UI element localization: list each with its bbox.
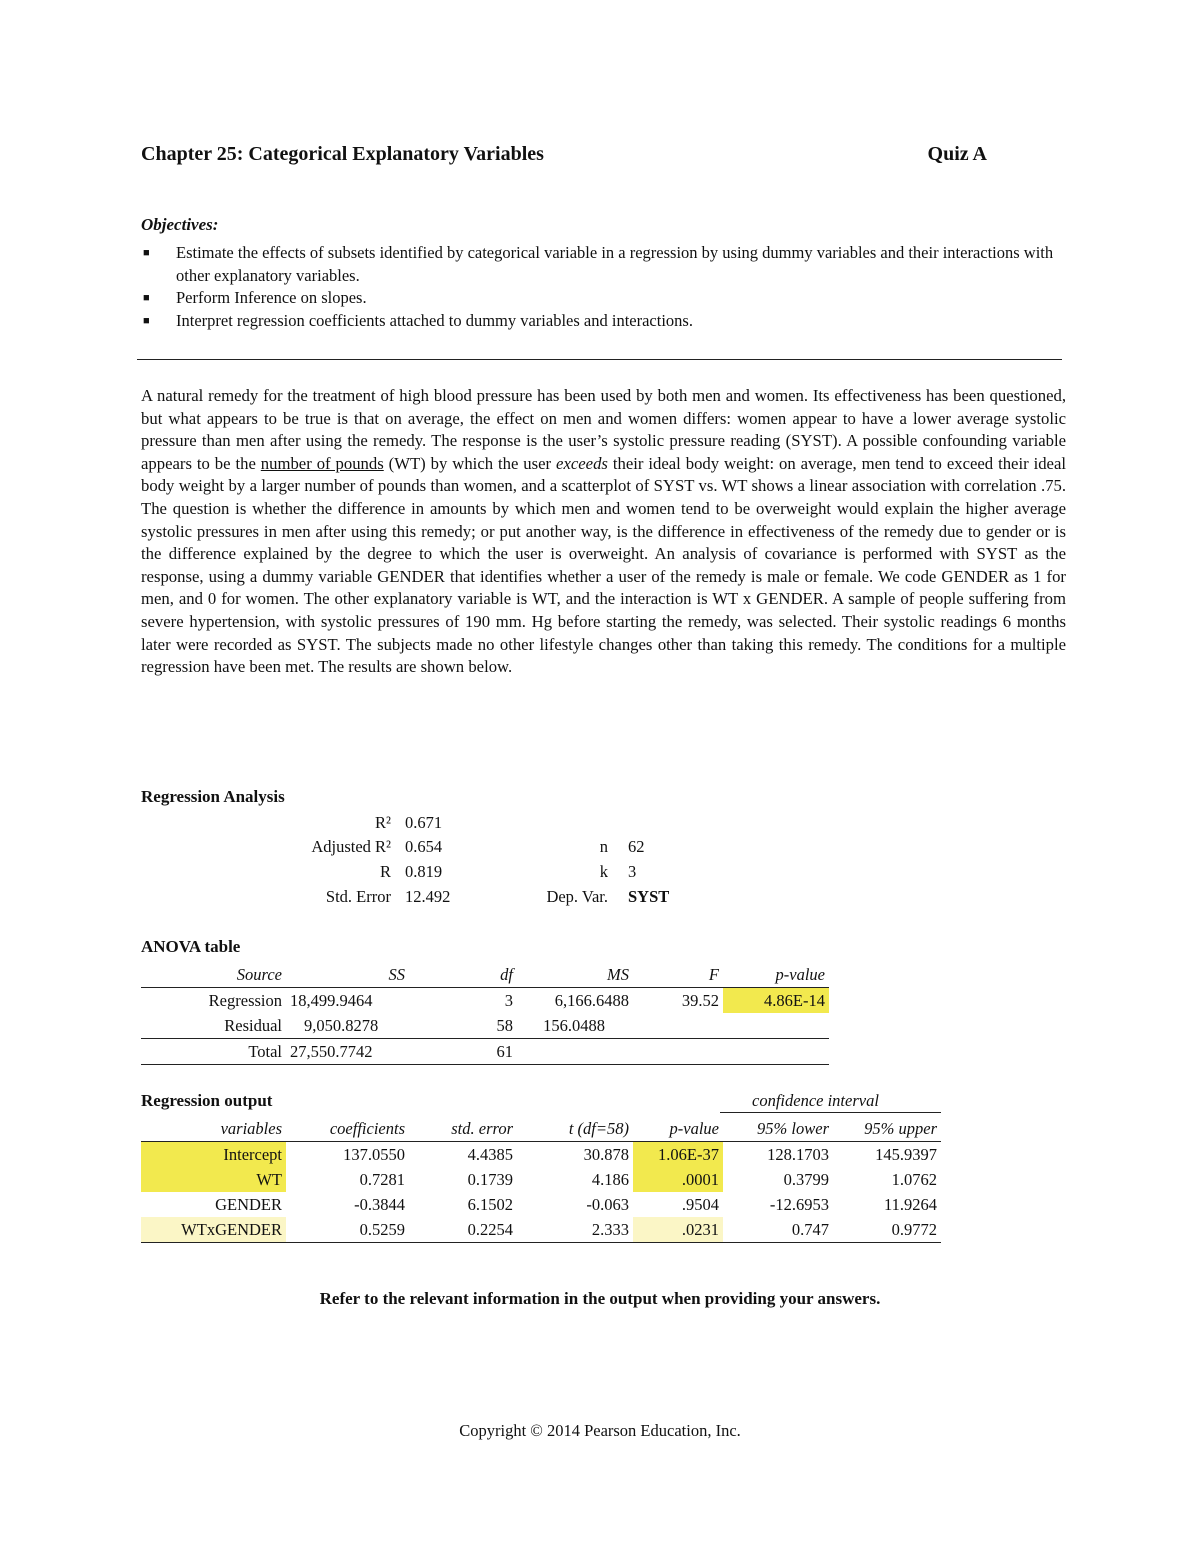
anova-row-regression xyxy=(141,988,829,1014)
objectives-list xyxy=(141,242,1066,332)
stat-label: k xyxy=(599,862,608,881)
reg-row-wtxgender xyxy=(141,1217,941,1243)
paragraph-part-3: their ideal body weight: on average, men tend to exceed their ideal body weight by a larger number of pounds than women, and a scatterplot of SYST vs. WT shows a linear association with correlation .75. The question is whether the difference in amounts by which men and women tend to be overweight would explain the higher average systolic pressures in men after using this remedy; or put another way, is the difference in effectiveness of the remedy due to gender or is the difference explained by the degree to which the user is overweight. An analysis of covariance is performed with SYST as the response, using a dummy variable GENDER that identifies whether a user of the remedy is male or female. We code GENDER as 1 for men, and 0 for women. The other explanatory variable is WT, and the interaction is WT x GENDER. A sample of people suffering from severe hypertension, with systolic pressures of 190 mm. Hg before starting the remedy, was selected. Their systolic readings 6 months later were recorded as SYST. The subjects made no other lifestyle changes other than taking this remedy. The conditions for a multiple regression have been met. The results are shown below. xyxy=(141,453,1067,677)
anova-cell: 18,499.9464 xyxy=(290,990,373,1010)
reg-cell-highlighted: WTxGENDER xyxy=(141,1217,286,1243)
stat-value: 0.671 xyxy=(405,813,443,832)
page-header xyxy=(141,143,987,166)
anova-cell: 9,050.8278 xyxy=(304,1015,379,1035)
anova-cell: 3 xyxy=(504,990,513,1010)
instruction-note: Refer to the relevant information in the output when providing your answers. xyxy=(319,1289,881,1308)
anova-cell-highlighted: 4.86E-14 xyxy=(723,988,829,1014)
anova-table xyxy=(141,962,829,1065)
bullet-icon: ■ xyxy=(143,247,150,259)
stat-value: 12.492 xyxy=(405,887,451,906)
stat-value: 0.819 xyxy=(405,862,443,881)
reg-cell-highlighted: 1.06E-37 xyxy=(633,1142,723,1168)
reg-cell: -0.063 xyxy=(586,1194,629,1214)
stat-label: R² xyxy=(375,813,391,832)
anova-title: ANOVA table xyxy=(141,937,241,956)
anova-cell: 27,550.7742 xyxy=(290,1041,373,1061)
copyright-footer: Copyright © 2014 Pearson Education, Inc. xyxy=(459,1421,741,1440)
anova-cell: Regression xyxy=(208,990,282,1010)
reg-cell: 0.2254 xyxy=(467,1219,513,1239)
regression-output-table xyxy=(141,1116,941,1243)
underlined-text: number of pounds xyxy=(260,453,384,473)
anova-header: Source xyxy=(236,964,282,984)
quiz-label: Quiz A xyxy=(927,143,987,165)
reg-cell: 11.9264 xyxy=(883,1194,937,1214)
regression-analysis-title: Regression Analysis xyxy=(141,787,285,806)
reg-cell: -12.6953 xyxy=(769,1194,829,1214)
anova-cell: 6,166.6488 xyxy=(554,990,629,1010)
confidence-interval-label: confidence interval xyxy=(752,1091,879,1110)
reg-cell: 4.4385 xyxy=(467,1144,513,1164)
anova-cell xyxy=(633,1013,723,1039)
anova-row-total xyxy=(141,1039,829,1065)
anova-header: SS xyxy=(388,964,405,984)
reg-header-row xyxy=(141,1116,941,1142)
reg-cell: 0.747 xyxy=(791,1219,829,1239)
reg-header: 95% upper xyxy=(864,1118,937,1138)
reg-cell: 128.1703 xyxy=(767,1144,829,1164)
reg-row-gender xyxy=(141,1192,941,1217)
objective-text: Estimate the effects of subsets identified by categorical variable in a regression by using dummy variables and their interactions with other explanatory variables. xyxy=(176,243,1054,285)
anova-header: p-value xyxy=(775,964,825,984)
reg-cell-highlighted: Intercept xyxy=(141,1142,286,1168)
anova-cell: 58 xyxy=(496,1015,513,1035)
reg-header: t (df=58) xyxy=(568,1118,629,1138)
reg-cell-highlighted: .0231 xyxy=(633,1217,723,1243)
stat-value: 0.654 xyxy=(405,837,443,856)
reg-cell: 137.0550 xyxy=(343,1144,405,1164)
paragraph-part-2: (WT) by which the user xyxy=(383,453,557,473)
anova-cell xyxy=(517,1039,633,1065)
anova-header-row xyxy=(141,962,829,988)
section-divider xyxy=(137,359,1062,360)
anova-cell: 156.0488 xyxy=(543,1015,605,1035)
reg-cell: 2.333 xyxy=(591,1219,629,1239)
anova-cell xyxy=(633,1039,723,1065)
objectives-heading: Objectives: xyxy=(141,215,219,234)
reg-cell: 145.9397 xyxy=(875,1144,937,1164)
anova-header: df xyxy=(500,964,513,984)
anova-cell: 39.52 xyxy=(681,990,719,1010)
anova-cell xyxy=(723,1013,829,1039)
reg-row-intercept xyxy=(141,1142,941,1168)
problem-paragraph xyxy=(141,385,1066,679)
emphasized-text: exceeds xyxy=(556,453,608,473)
objective-text: Interpret regression coefficients attached to dummy variables and interactions. xyxy=(176,310,693,330)
anova-cell: 61 xyxy=(496,1041,513,1061)
objective-item xyxy=(141,310,1066,333)
reg-cell-highlighted: .0001 xyxy=(633,1167,723,1192)
reg-cell: 0.3799 xyxy=(783,1169,829,1189)
anova-cell xyxy=(723,1039,829,1065)
objective-text: Perform Inference on slopes. xyxy=(176,288,367,307)
reg-header: 95% lower xyxy=(757,1118,829,1138)
bullet-icon: ■ xyxy=(143,292,150,304)
reg-cell: -0.3844 xyxy=(354,1194,405,1214)
reg-cell: .9504 xyxy=(681,1194,719,1214)
stat-label: Adjusted R² xyxy=(311,837,391,856)
stat-label: Std. Error xyxy=(325,887,391,906)
chapter-title: Chapter 25: Categorical Explanatory Variables xyxy=(141,143,544,165)
reg-cell: 6.1502 xyxy=(467,1194,513,1214)
reg-cell: 30.878 xyxy=(583,1144,629,1164)
bullet-icon: ■ xyxy=(143,314,150,327)
reg-cell: 4.186 xyxy=(591,1169,629,1189)
reg-header: p-value xyxy=(669,1118,719,1138)
stat-label: n xyxy=(599,837,608,856)
reg-cell: 0.9772 xyxy=(891,1219,937,1239)
regression-output-title: Regression output xyxy=(141,1091,273,1110)
anova-header: F xyxy=(708,964,719,984)
reg-cell: 1.0762 xyxy=(891,1169,937,1189)
objective-item xyxy=(141,287,1066,310)
stat-value: SYST xyxy=(628,887,670,906)
reg-row-wt xyxy=(141,1167,941,1192)
reg-header: std. error xyxy=(451,1118,513,1138)
reg-cell: GENDER xyxy=(215,1194,282,1214)
anova-cell: Residual xyxy=(224,1015,282,1035)
stat-label: R xyxy=(379,862,391,881)
reg-cell: 0.1739 xyxy=(467,1169,513,1189)
paragraph-part-1: A natural remedy for the treatment of high blood pressure has been used by both men and women. Its effectiveness has been questioned, but what appears to be true is that on average, the effect on men and women differs: women appear to have a lower average systolic pressure than men after using the remedy. The response is the user’s systolic pressure reading (SYST). A possible confounding variable appears to be the xyxy=(141,386,1066,473)
anova-cell: Total xyxy=(248,1041,282,1061)
stat-value: 62 xyxy=(628,837,645,856)
stat-value: 3 xyxy=(628,862,637,881)
stat-label: Dep. Var. xyxy=(546,887,608,906)
objective-item xyxy=(141,242,1066,287)
reg-cell: 0.5259 xyxy=(359,1219,405,1239)
reg-cell: 0.7281 xyxy=(359,1169,405,1189)
anova-row-residual xyxy=(141,1013,829,1039)
anova-header: MS xyxy=(607,964,629,984)
reg-header: coefficients xyxy=(329,1118,405,1138)
ci-underline xyxy=(720,1112,941,1113)
reg-header: variables xyxy=(220,1118,282,1138)
reg-cell-highlighted: WT xyxy=(141,1167,286,1192)
